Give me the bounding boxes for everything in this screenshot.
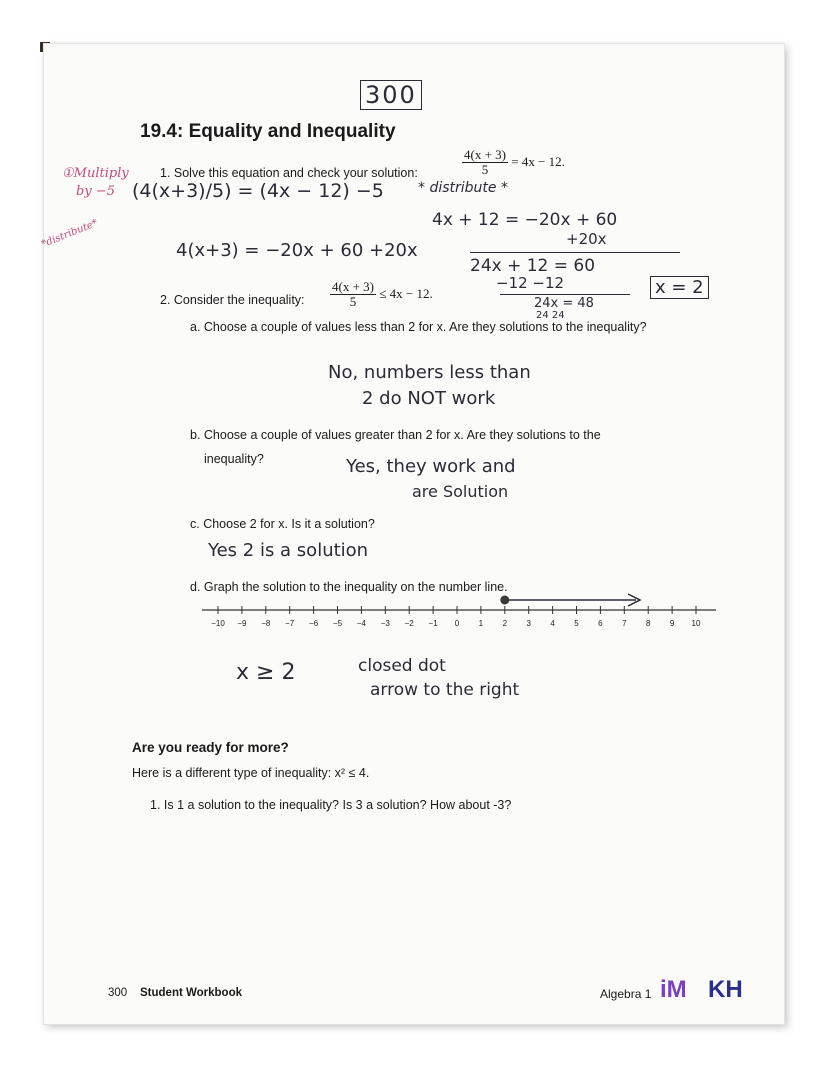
answer-a-line-1: No, numbers less than — [328, 362, 531, 383]
answer-c: Yes 2 is a solution — [208, 540, 369, 561]
tick-label: 0 — [454, 619, 460, 628]
tick-label: −1 — [428, 619, 438, 628]
number-line — [196, 584, 726, 638]
part-b-question-line-1: b. Choose a couple of values greater than 2 for x. Are they solutions to the — [190, 428, 601, 442]
page-badge: 300 — [360, 80, 422, 110]
kh-logo: KH — [708, 976, 743, 1003]
problem-2-numerator: 4(x + 3) — [332, 279, 374, 294]
work-step-4: 24x + 12 = 60 — [470, 256, 596, 276]
problem-2-rhs: ≤ 4x − 12. — [379, 286, 433, 302]
problem-1-numerator: 4(x + 3) — [464, 147, 506, 162]
work-step-4b: −12 −12 — [496, 274, 565, 292]
problem-1-denominator: 5 — [481, 161, 489, 177]
tick-label: 7 — [622, 619, 627, 628]
part-b-question-line-2: inequality? — [204, 452, 264, 466]
margin-note-distribute: *distribute* — [40, 217, 100, 251]
part-a-question: a. Choose a couple of values less than 2 for x. Are they solutions to the inequality? — [190, 320, 647, 334]
more-intro: Here is a different type of inequality: x² ≤ 4. — [132, 766, 370, 780]
part-c-question: c. Choose 2 for x. Is it a solution? — [190, 517, 375, 531]
work-step-2: 4(x+3) = −20x + 60 +20x — [176, 240, 418, 261]
work-divider-1 — [470, 252, 680, 253]
work-step-3: 4x + 12 = −20x + 60 — [432, 210, 618, 230]
problem-2-prompt: 2. Consider the inequality: — [160, 293, 305, 307]
answer-b-line-1: Yes, they work and — [346, 456, 516, 477]
tick-label: 10 — [691, 619, 701, 628]
solution-closed-dot — [501, 596, 509, 604]
tick-label: −7 — [285, 619, 295, 628]
work-divider-2 — [500, 294, 630, 295]
tick-label: 8 — [645, 619, 651, 628]
tick-label: −2 — [404, 619, 414, 628]
tick-label: −4 — [356, 619, 366, 628]
work-step-5b: 24 24 — [536, 310, 565, 321]
answer-d-closed-dot: closed dot — [358, 656, 446, 676]
tick-label: −6 — [309, 619, 319, 628]
section-title: 19.4: Equality and Inequality — [140, 121, 396, 142]
tick-label: 3 — [526, 619, 531, 628]
problem-1-prompt: 1. Solve this equation and check your solution: — [160, 166, 418, 180]
tick-label: −8 — [261, 619, 271, 628]
answer-d-arrow: arrow to the right — [370, 680, 520, 700]
tick-label: 5 — [574, 619, 579, 628]
more-question-1: 1. Is 1 a solution to the inequality? Is 3 a solution? How about -3? — [150, 798, 512, 812]
work-step-3b: +20x — [566, 230, 607, 248]
problem-2-denominator: 5 — [349, 293, 357, 309]
part-d-question: d. Graph the solution to the inequality on the number line. — [190, 580, 508, 594]
footer-course: Algebra 1 — [600, 987, 652, 1001]
problem-1-equation — [462, 148, 565, 176]
work-distribute-note: * distribute * — [418, 180, 508, 196]
more-heading: Are you ready for more? — [132, 740, 289, 755]
tick-label: −5 — [332, 619, 343, 628]
tick-label: 6 — [598, 619, 603, 628]
problem-2-inequality — [330, 280, 433, 308]
margin-note-multiply: ①Multiply — [62, 166, 129, 181]
footer-book-title: Student Workbook — [140, 987, 243, 999]
margin-note-by-minus-5: by −5 — [76, 184, 115, 199]
answer-b-line-2: are Solution — [412, 482, 509, 501]
im-logo: iM — [660, 976, 687, 1003]
answer-a-line-2: 2 do NOT work — [362, 388, 496, 409]
tick-label: −9 — [237, 619, 247, 628]
tick-label: 2 — [502, 619, 508, 628]
tick-label: −3 — [380, 619, 390, 628]
work-step-1: (4(x+3)/5) = (4x − 12) −5 — [132, 180, 384, 202]
tick-label: −10 — [211, 619, 225, 628]
footer-page-number: 300 — [108, 987, 128, 999]
tick-label: 1 — [478, 619, 484, 628]
tick-label: 4 — [550, 619, 555, 628]
answer-d-inequality: x ≥ 2 — [236, 660, 296, 685]
tick-label: 9 — [669, 619, 675, 628]
problem-1-rhs: = 4x − 12. — [511, 154, 565, 170]
work-answer-box: x = 2 — [650, 276, 709, 299]
work-step-5: 24x = 48 — [534, 296, 594, 311]
